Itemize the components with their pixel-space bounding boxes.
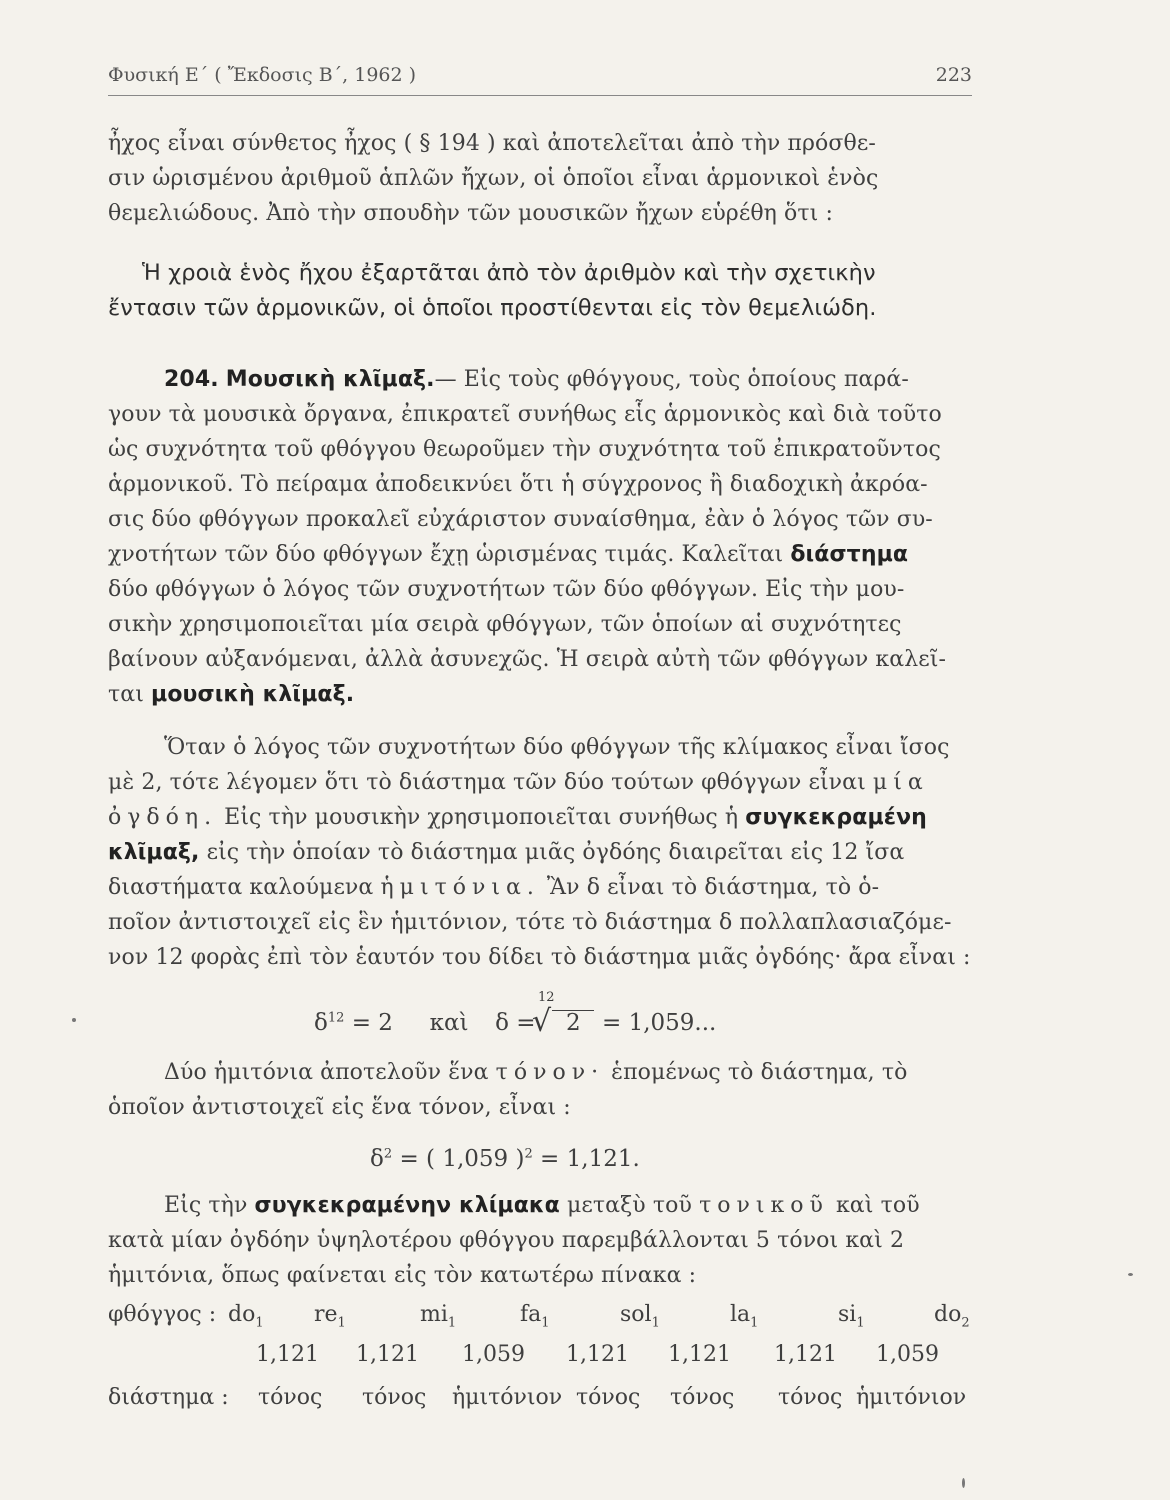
term-tempered: συγκεκραμένη [745,805,927,830]
text-fragment: — Εἰς τοὺς φθόγγους, τοὺς ὁποίους παρά- [434,367,909,392]
formula-exponent: 2 [383,1146,393,1162]
ratio-cell: 1,121 [668,1342,731,1367]
text-fragment: Εἰς τὴν μουσικὴν χρησιμοποιεῖται συνήθως ἡ [217,805,746,830]
text-fragment: διαστήματα καλούμενα [108,875,381,900]
note-name: la [730,1302,751,1327]
page-number: 223 [935,64,972,86]
note-cell [520,1302,550,1330]
note-name: mi [420,1302,448,1327]
table-row-notes [108,1302,978,1337]
text-fragment: Δύο ἡμιτόνια ἀποτελοῦν ἕνα [164,1060,496,1085]
formula-text: δ [314,1010,328,1036]
text-line: βαίνουν αὐξανόμεναι, ἀλλὰ ἀσυνεχῶς. Ἡ σειρὰ αὐτὴ τῶν φθόγγων καλεῖ- [108,647,947,672]
ratio-cell: 1,121 [356,1342,419,1367]
note-cell [934,1302,970,1330]
text-line: Ὅταν ὁ λόγος τῶν συχνοτήτων δύο φθόγγων τῆς κλίμακος εἶναι ἴσος [164,735,950,760]
text-line: θεμελιώδους. Ἀπὸ τὴν σπουδὴν τῶν μουσικῶν ἤχων εὑρέθη ὅτι : [108,201,833,226]
formula-conjunction: καὶ [429,1010,469,1036]
text-line: γουν τὰ μουσικὰ ὄργανα, ἐπικρατεῖ συνήθως εἷς ἁρμονικὸς καὶ διὰ τοῦτο [108,402,942,427]
spaced-emphasis: τόνον· [495,1060,605,1085]
note-subscript: 1 [750,1315,759,1331]
formula-text: δ [370,1146,384,1172]
paragraph-continuation [108,126,972,231]
note-subscript: 1 [651,1315,660,1331]
ratio-cell: 1,059 [876,1342,939,1367]
text-line: ἡμιτόνια, ὅπως φαίνεται εἰς τὸν κατωτέρω πίνακα : [108,1263,697,1288]
interval-cell: τόνος [258,1385,323,1410]
formula-text: δ = [495,1010,536,1036]
text-fragment: Εἰς τὴν [164,1193,255,1218]
formula-tone [370,1146,640,1172]
text-fragment: μεταξὺ τοῦ [559,1193,700,1218]
radical-sign: √ [532,1004,552,1039]
interval-cell: τόνος [362,1385,427,1410]
interval-cell: τόνος [670,1385,735,1410]
text-line: νον 12 φορὰς ἐπὶ τὸν ἑαυτόν του δίδει τὸ διάστημα μιᾶς ὀγδόης· ἄρα εἶναι : [108,945,971,970]
note-name: do [934,1302,962,1327]
section-number: 204. [164,367,219,392]
radicand: 2 [566,1010,581,1036]
note-cell [730,1302,758,1330]
formula-text: = 1,121. [532,1146,640,1172]
text-fragment: μὲ 2, τότε λέγομεν ὅτι τὸ διάστημα τῶν δύο τούτων φθόγγων εἶναι [108,770,873,795]
paragraph-tempered-scale [108,1188,972,1293]
note-subscript: 1 [541,1315,550,1331]
timbre-rule-statement [108,256,972,326]
scan-speck [72,1018,76,1022]
interval-cell: τόνος [778,1385,843,1410]
note-subscript: 2 [961,1315,970,1331]
scan-speck [962,1478,965,1488]
text-line: σικὴν χρησιμοποιεῖται μία σειρὰ φθόγγων, τῶν ὁποίων αἱ συχνότητες [108,612,902,637]
table-row-intervals [108,1385,978,1420]
interval-cell: ἡμιτόνιον [452,1385,563,1410]
text-fragment: Ἂν δ εἶναι τὸ διάστημα, τὸ ὁ- [539,875,880,900]
spaced-emphasis: ἡμιτόνια. [380,875,540,900]
text-fragment: καὶ τοῦ [828,1193,920,1218]
row-label: διάστημα : [108,1385,229,1410]
text-line: Ἡ χροιὰ ἑνὸς ἤχου ἐξαρτᾶται ἀπὸ τὸν ἀριθμὸν καὶ τὴν σχετικὴν [142,260,876,286]
text-line: ἁρμονικοῦ. Τὸ πείραμα ἀποδεικνύει ὅτι ἡ σύγχρονος ἢ διαδοχικὴ ἀκρόα- [108,472,928,497]
scan-speck [1128,1273,1133,1276]
formula-text: = 2 [344,1010,393,1036]
paragraph-octave [108,730,972,975]
spaced-emphasis: τονικοῦ [699,1193,829,1218]
text-line: ποῖον ἀντιστοιχεῖ εἰς ἓν ἡμιτόνιον, τότε τὸ διάστημα δ πολλαπλασιαζόμε- [108,910,952,935]
formula-semitone [314,1010,536,1036]
note-cell [314,1302,346,1330]
text-fragment: χνοτήτων τῶν δύο φθόγγων ἔχῃ ὡρισμένας τιμάς. Καλεῖται [108,542,791,567]
ratio-cell: 1,121 [774,1342,837,1367]
text-fragment: ται [108,682,152,707]
term-scale: κλῖμαξ, [108,840,200,865]
term-musical-scale: μουσικὴ κλῖμαξ. [151,682,355,707]
note-subscript: 1 [447,1315,457,1331]
ratio-cell: 1,121 [566,1342,629,1367]
root-index: 12 [538,990,555,1005]
section-204 [108,362,972,712]
page-header [108,58,972,94]
table-row-ratios [108,1342,978,1377]
formula-result: = 1,059... [602,1010,717,1036]
text-fragment: εἰς τὴν ὁποίαν τὸ διάστημα μιᾶς ὀγδόης διαιρεῖται εἰς 12 ἴσα [199,840,905,865]
ratio-cell: 1,059 [462,1342,525,1367]
interval-cell: ἡμιτόνιον [856,1385,967,1410]
running-title: Φυσική Ε΄ ( Ἔκδοσις Β΄, 1962 ) [108,64,417,86]
interval-cell: τόνος [576,1385,641,1410]
header-rule [108,95,972,96]
formula-text: = ( 1,059 ) [392,1146,525,1172]
note-name: sol [620,1302,652,1327]
text-line: δύο φθόγγων ὁ λόγος τῶν συχνοτήτων τῶν δύο φθόγγων. Εἰς τὴν μου- [108,577,905,602]
spaced-emphasis: μία [872,770,929,795]
note-cell [420,1302,456,1330]
spaced-emphasis: ὀγδόη. [108,805,218,830]
section-title: Μουσικὴ κλῖμαξ. [225,367,435,392]
note-cell [838,1302,865,1330]
term-tempered-scale: συγκεκραμένην κλίμακα [254,1193,560,1218]
note-name: do [228,1302,256,1327]
note-subscript: 1 [337,1315,346,1331]
formula-exponent: 2 [524,1146,533,1162]
text-fragment: ἑπομένως τὸ διάστημα, τὸ [604,1060,908,1085]
note-name: fa [520,1302,542,1327]
text-line: ὁποῖον ἀντιστοιχεῖ εἰς ἕνα τόνον, εἶναι : [108,1095,571,1120]
note-cell [228,1302,264,1330]
note-cell [620,1302,660,1330]
note-name: si [838,1302,857,1327]
paragraph-tone [108,1055,972,1125]
text-line: ἦχος εἶναι σύνθετος ἦχος ( § 194 ) καὶ ἀποτελεῖται ἀπὸ τὴν πρόσθε- [108,131,876,156]
term-interval: διάστημα [790,542,909,567]
note-subscript: 1 [856,1315,865,1331]
text-line: σις δύο φθόγγων προκαλεῖ εὐχάριστον συναίσθημα, ἐὰν ὁ λόγος τῶν συ- [108,507,933,532]
text-line: ὡς συχνότητα τοῦ φθόγγου θεωροῦμεν τὴν συχνότητα τοῦ ἐπικρατοῦντος [108,437,941,462]
note-name: re [314,1302,338,1327]
row-label: φθόγγος : [108,1302,217,1327]
note-subscript: 1 [255,1315,264,1331]
text-line: κατὰ μίαν ὀγδόην ὑψηλοτέρου φθόγγου παρεμβάλλονται 5 τόνοι καὶ 2 [108,1228,905,1253]
formula-exponent: 12 [327,1010,345,1026]
text-line: σιν ὡρισμένου ἀριθμοῦ ἁπλῶν ἤχων, οἱ ὁποῖοι εἶναι ἁρμονικοὶ ἑνὸς [108,166,879,191]
text-line: ἔντασιν τῶν ἁρμονικῶν, οἱ ὁποῖοι προστίθενται εἰς τὸν θεμελιώδη. [108,295,877,321]
ratio-cell: 1,121 [256,1342,319,1367]
